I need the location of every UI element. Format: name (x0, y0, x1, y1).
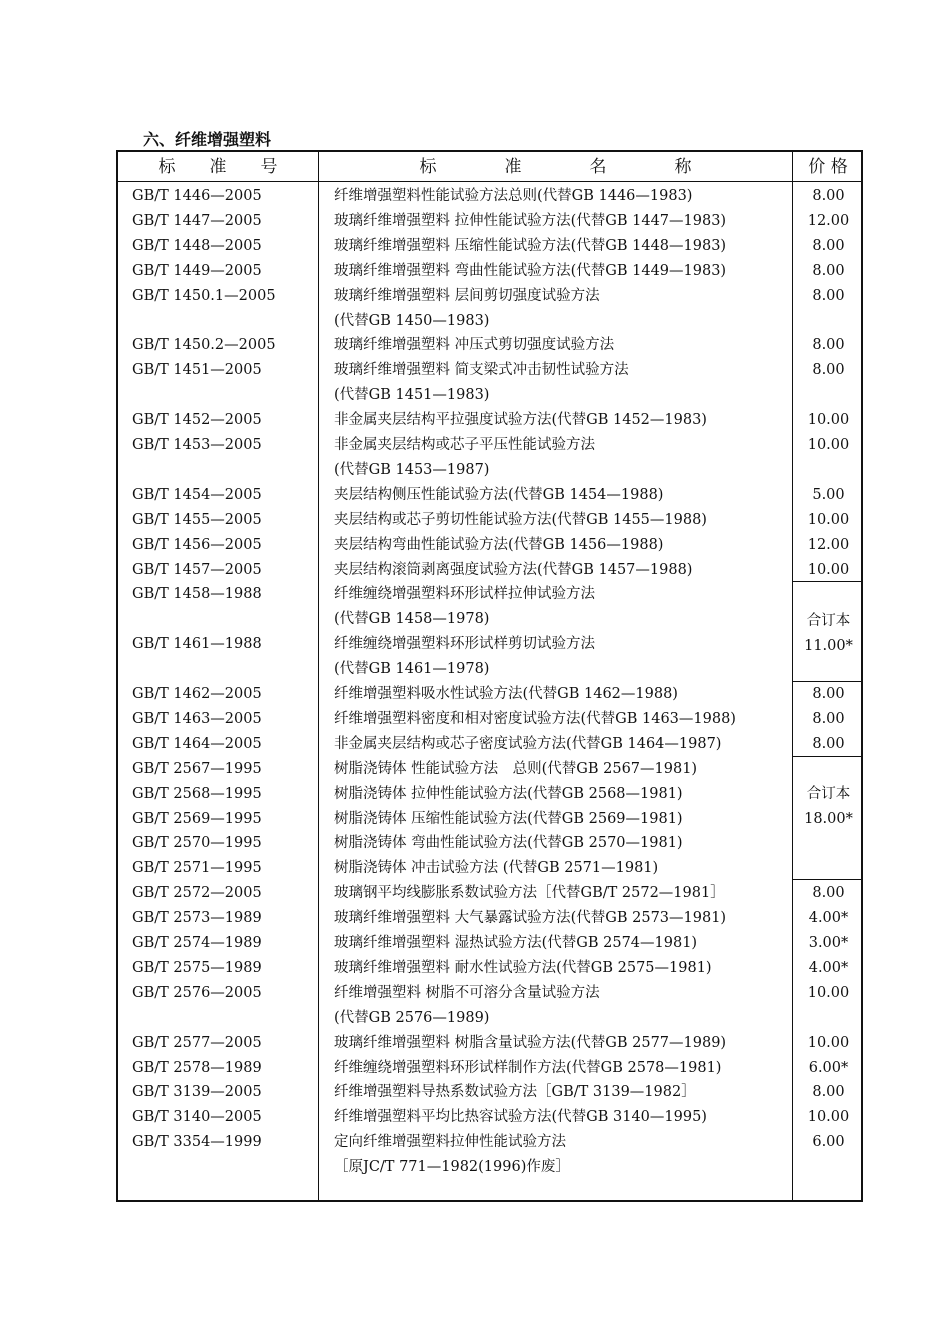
row-name: 玻璃纤维增强塑料 拉伸性能试验方法(代替GB 1447—1983) (334, 212, 727, 229)
row-name: 纤维缠绕增强塑料环形试样制作方法(代替GB 2578—1981) (334, 1059, 722, 1076)
row-number: GB/T 2567—1995 (132, 760, 262, 777)
row-number: GB/T 3354—1999 (132, 1134, 262, 1151)
row-number: GB/T 2568—1995 (132, 785, 262, 802)
row-number: GB/T 2569—1995 (132, 810, 262, 827)
row-number: GB/T 3139—2005 (132, 1084, 262, 1101)
row-number: GB/T 2572—2005 (132, 885, 262, 902)
row-number: GB/T 1453—2005 (132, 437, 262, 453)
row-name: 非金属夹层结构平拉强度试验方法(代替GB 1452—1983) (334, 412, 707, 429)
row-price: 8.00 (812, 188, 845, 204)
row-name: 纤维缠绕增强塑料环形试样拉伸试验方法 (334, 586, 595, 603)
row-price (794, 757, 863, 782)
row-number: GB/T 1450.2—2005 (132, 337, 276, 354)
row-number: GB/T 1447—2005 (132, 212, 262, 229)
row-number: GB/T 1448—2005 (132, 237, 262, 254)
row-name: 非金属夹层结构或芯子密度试验方法(代替GB 1464—1987) (334, 735, 722, 752)
row-price (794, 856, 863, 881)
row-name: 树脂浇铸体 性能试验方法 总则(代替GB 2567—1981) (334, 760, 698, 777)
row-price: 12.00 (807, 212, 850, 229)
row-price (794, 383, 863, 408)
row-name: 纤维增强塑料导热系数试验方法［GB/T 3139—1982］ (334, 1084, 696, 1101)
row-name: 玻璃钢平均线膨胀系数试验方法［代替GB/T 2572—1981］ (334, 885, 725, 902)
row-price (794, 309, 863, 334)
row-name: 夹层结构弯曲性能试验方法(代替GB 1456—1988) (334, 536, 664, 553)
row-price (794, 582, 863, 607)
row-number: GB/T 1463—2005 (132, 710, 262, 727)
row-number: GB/T 1457—2005 (132, 561, 262, 578)
row-price (794, 782, 863, 807)
row-number: GB/T 1454—2005 (132, 486, 262, 503)
row-name: 玻璃纤维增强塑料 湿热试验方法(代替GB 2574—1981) (334, 935, 698, 951)
row-name: (代替GB 1458—1978) (334, 611, 490, 628)
row-price: 8.00 (812, 1084, 845, 1101)
row-name: 树脂浇铸体 冲击试验方法 (代替GB 2571—1981) (334, 860, 659, 877)
row-price: 8.00 (812, 287, 845, 304)
standards-table (116, 150, 863, 1202)
header-name: 标 准 名 称 (419, 157, 692, 177)
header-price: 价 格 (808, 157, 848, 177)
merged-price-label: 合订本 (806, 786, 851, 802)
row-name: (代替GB 2576—1989) (334, 1009, 490, 1026)
row-number: GB/T 2574—1989 (132, 935, 262, 951)
row-name: 夹层结构或芯子剪切性能试验方法(代替GB 1455—1988) (334, 511, 707, 528)
row-price (794, 632, 863, 657)
merged-price-label: 合订本 (806, 613, 851, 629)
row-number: GB/T 2577—2005 (132, 1034, 262, 1051)
row-price: 10.00 (807, 511, 850, 528)
row-price: 10.00 (807, 984, 850, 1001)
row-number: GB/T 1464—2005 (132, 735, 262, 752)
row-price: 8.00 (812, 237, 845, 254)
row-name: 树脂浇铸体 压缩性能试验方法(代替GB 2569—1981) (334, 810, 683, 827)
merged-price-value: 18.00* (804, 811, 853, 827)
row-name: 玻璃纤维增强塑料 耐水性试验方法(代替GB 2575—1981) (334, 959, 712, 976)
row-price (794, 458, 863, 483)
row-number: GB/T 1462—2005 (132, 686, 262, 702)
row-price (794, 657, 863, 682)
row-price (794, 831, 863, 856)
row-price: 8.00 (812, 337, 845, 354)
row-number: GB/T 1456—2005 (132, 536, 262, 553)
row-number: GB/T 1455—2005 (132, 511, 262, 528)
row-name: (代替GB 1453—1987) (334, 461, 490, 478)
row-price: 8.00 (812, 735, 845, 752)
section-title: 六、纤维增强塑料 (143, 130, 272, 149)
row-number: GB/T 2573—1989 (132, 910, 262, 927)
row-name: (代替GB 1450—1983) (334, 312, 490, 329)
row-name: 树脂浇铸体 弯曲性能试验方法(代替GB 2570—1981) (334, 835, 683, 852)
row-price: 12.00 (807, 536, 850, 553)
row-price: 4.00* (808, 910, 849, 927)
row-name: 玻璃纤维增强塑料 弯曲性能试验方法(代替GB 1449—1983) (334, 262, 727, 279)
row-name: (代替GB 1461—1978) (334, 661, 490, 678)
row-name: 玻璃纤维增强塑料 树脂含量试验方法(代替GB 2577—1989) (334, 1034, 727, 1051)
row-number: GB/T 1446—2005 (132, 188, 262, 204)
row-name: (代替GB 1451—1983) (334, 387, 490, 404)
row-name: 定向纤维增强塑料拉伸性能试验方法 (334, 1134, 566, 1151)
row-price (794, 1155, 863, 1180)
row-number: GB/T 2578—1989 (132, 1059, 262, 1076)
row-name: 纤维增强塑料 树脂不可溶分含量试验方法 (334, 984, 600, 1001)
row-number: GB/T 1461—1988 (132, 636, 262, 653)
row-price: 6.00* (808, 1059, 849, 1076)
row-name: 纤维增强塑料性能试验方法总则(代替GB 1446—1983) (334, 188, 693, 204)
row-name: 纤维缠绕增强塑料环形试样剪切试验方法 (334, 636, 595, 653)
column-divider (318, 152, 319, 1200)
row-number: GB/T 1458—1988 (132, 586, 262, 603)
row-price: 3.00* (808, 935, 849, 951)
row-name: ［原JC/T 771—1982(1996)作废］ (334, 1159, 570, 1176)
row-name: 夹层结构侧压性能试验方法(代替GB 1454—1988) (334, 486, 664, 503)
row-name: 纤维增强塑料吸水性试验方法(代替GB 1462—1988) (334, 686, 678, 702)
row-price: 8.00 (812, 362, 845, 379)
row-name: 玻璃纤维增强塑料 冲压式剪切强度试验方法 (334, 337, 615, 354)
row-price: 6.00 (812, 1134, 845, 1151)
row-price: 8.00 (812, 262, 845, 279)
row-number: GB/T 2571—1995 (132, 860, 262, 877)
row-price: 10.00 (807, 1034, 850, 1051)
header-number: 标 准 号 (158, 157, 278, 177)
row-name: 树脂浇铸体 拉伸性能试验方法(代替GB 2568—1981) (334, 785, 683, 802)
merged-price-value: 11.00* (804, 638, 853, 654)
row-number: GB/T 2576—2005 (132, 984, 262, 1001)
row-price: 10.00 (807, 412, 850, 429)
row-number: GB/T 1450.1—2005 (132, 287, 276, 304)
row-name: 纤维增强塑料密度和相对密度试验方法(代替GB 1463—1988) (334, 710, 736, 727)
row-name: 纤维增强塑料平均比热容试验方法(代替GB 3140—1995) (334, 1109, 707, 1126)
row-number: GB/T 2575—1989 (132, 959, 262, 976)
row-price: 4.00* (808, 959, 849, 976)
row-price: 10.00 (807, 1109, 850, 1126)
row-name: 玻璃纤维增强塑料 大气暴露试验方法(代替GB 2573—1981) (334, 910, 727, 927)
row-number: GB/T 2570—1995 (132, 835, 262, 852)
row-name: 玻璃纤维增强塑料 层间剪切强度试验方法 (334, 287, 600, 304)
row-price: 8.00 (812, 710, 845, 727)
row-name: 夹层结构滚筒剥离强度试验方法(代替GB 1457—1988) (334, 561, 693, 578)
row-price (794, 1006, 863, 1031)
row-price (794, 607, 863, 632)
row-price: 8.00 (812, 885, 845, 902)
row-number: GB/T 1452—2005 (132, 412, 262, 429)
row-number: GB/T 3140—2005 (132, 1109, 262, 1126)
row-number: GB/T 1449—2005 (132, 262, 262, 279)
row-price: 10.00 (807, 561, 850, 578)
row-number: GB/T 1451—2005 (132, 362, 262, 379)
row-name: 玻璃纤维增强塑料 简支梁式冲击韧性试验方法 (334, 362, 629, 379)
row-price (794, 807, 863, 832)
row-price: 5.00 (812, 486, 845, 503)
row-price: 10.00 (807, 437, 850, 453)
row-name: 非金属夹层结构或芯子平压性能试验方法 (334, 437, 595, 453)
row-name: 玻璃纤维增强塑料 压缩性能试验方法(代替GB 1448—1983) (334, 237, 727, 254)
row-price: 8.00 (812, 686, 845, 702)
column-divider (792, 152, 793, 1200)
